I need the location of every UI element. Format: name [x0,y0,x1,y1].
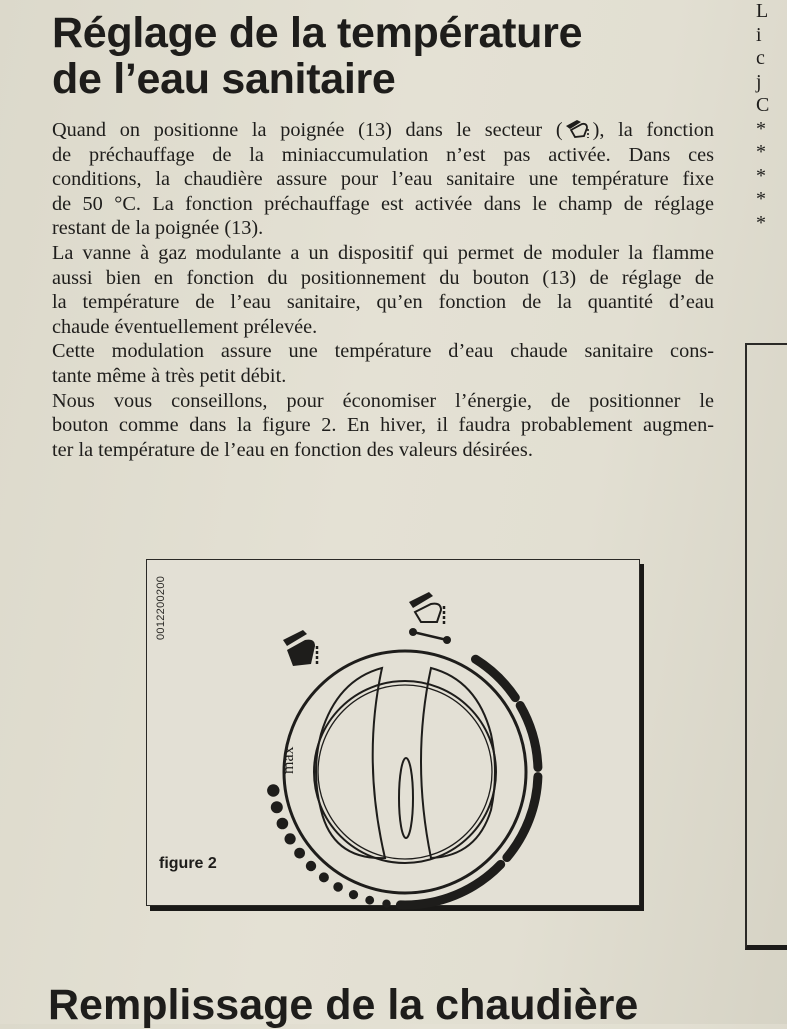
fragment-char: * [756,211,766,234]
indicator-dot [349,890,358,899]
indicator-dot [267,784,279,796]
body-line: bouton comme dans la figure 2. En hiver, il faudra probablement augmen- [52,414,714,437]
faucet-sector-icon [563,116,593,140]
fragment-char: * [756,141,766,163]
indicator-dot [365,896,374,905]
indicator-dot [294,848,305,859]
fragment-char: c [756,47,765,69]
body-line-part: Quand on positionne la poignée (13) dans le secteur ( [52,119,563,141]
adjacent-column-fragment [756,0,768,235]
figure-2 [146,559,640,906]
body-line-part: ), la fonction [592,119,714,141]
temperature-dial-diagram [147,560,639,905]
faucet-icon-outline [409,592,444,624]
knob-ring-outer [314,681,496,863]
knob-grip-right [421,668,495,858]
body-line: la température de l’eau sanitaire, qu’en fonction de la quantité d’eau [52,291,714,314]
paragraph-1 [52,116,714,241]
indicator-dot [277,818,289,830]
body-line: chaude éventuellement prélevée. [52,315,318,338]
body-line [52,116,714,143]
body-line: conditions, la chaudière assure pour l’eau sanitaire une température fixe [52,168,714,191]
body-line: de 50 °C. La fonction préchauffage est activée dans le champ de réglage [52,192,714,215]
figure-caption: figure 2 [159,855,217,872]
paragraph-4 [52,389,714,463]
indicator-dot [306,861,316,871]
faucet-icon-filled [283,630,317,666]
indicator-bar-segment [520,706,538,768]
indicator-dot [382,900,390,908]
body-line: La vanne à gaz modulante a un dispositif qui permet de moduler la flamme [52,241,714,264]
fragment-char: j [756,70,762,93]
body-line: Cette modulation assure une température d’eau chaude sanitaire cons- [52,340,714,363]
knob-pointer [399,758,413,838]
body-line: de préchauffage de la miniaccumulation n’est pas activée. Dans ces [52,143,714,166]
fragment-char: L [756,0,769,22]
dial-outer-ring [284,651,526,893]
knob-grip-left [316,668,385,858]
body-line: restant de la poignée (13). [52,217,264,240]
max-label: max [280,746,297,774]
section-title [52,10,732,102]
body-line: Nous vous conseillons, pour économiser l’énergie, de positionner le [52,389,714,412]
fixed-temperature-marker [409,628,451,644]
fragment-char: i [756,23,762,46]
paragraph-3 [52,339,714,388]
body-line: ter la température de l’eau en fonction des valeurs désirées. [52,438,533,461]
fragment-char: * [756,164,766,187]
indicator-dot [333,882,343,892]
indicator-dot [319,872,329,882]
section-title-line-2: de l’eau sanitaire [52,55,396,103]
body-line: aussi bien en fonction du positionnement du bouton (13) de réglage de [52,266,714,289]
body-text [52,116,714,462]
paragraph-2 [52,241,714,339]
section-title-line-1: Réglage de la température [52,9,583,57]
fragment-char: * [756,188,766,210]
adjacent-figure-box [745,343,787,950]
fragment-char: * [756,117,766,140]
figure-code: 0012200200 [155,575,167,640]
indicator-dot [271,801,283,813]
next-section-title: Remplissage de la chaudière [48,981,639,1029]
indicator-bar-segment [507,777,538,858]
fragment-char: C [756,94,770,116]
body-line: tante même à très petit débit. [52,364,287,387]
knob-ring-inner [318,685,492,859]
indicator-dot [285,833,296,844]
